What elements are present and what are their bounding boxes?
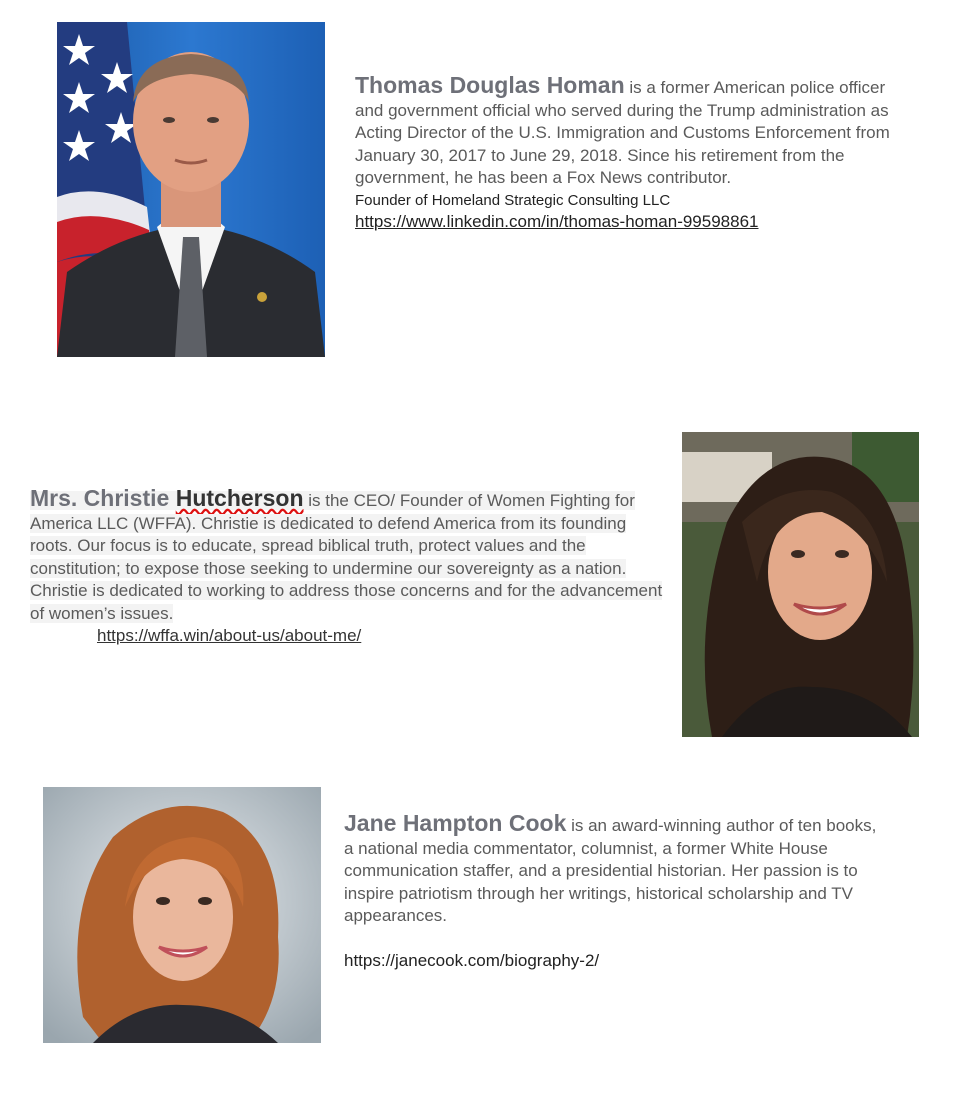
person-name: Mrs. Christie Hutcherson — [30, 485, 304, 511]
person-surname: Hutcherson — [175, 485, 304, 511]
portrait-thomas-homan — [57, 22, 325, 357]
bio-thomas-homan — [355, 74, 915, 233]
bio-text: is the CEO/ Founder of Women Fighting for America LLC (WFFA). Christie is dedicated to defend America from its founding roots. Our focus is to educate, spread biblical truth, protect values and the constitution; to expose those seeking to undermine our sovereignty as a nation. Christie is dedicated to working to address those concerns and for the advancement of women’s issues. — [30, 491, 663, 623]
bio-text: is a former American police officer and government official who served during the Trump administration as Acting Director of the U.S. Immigration and Customs Enforcement from January 30, 2017 to June 29, 2018. Since his retirement from the government, he has been a Fox News contributor. — [355, 78, 890, 187]
linkedin-link[interactable]: https://www.linkedin.com/in/thomas-homan-99598861 — [355, 211, 759, 231]
website-link[interactable]: https://janecook.com/biography-2/ — [344, 950, 600, 970]
bio-christie-hutcherson — [30, 487, 670, 648]
website-link[interactable]: https://wffa.win/about-us/about-me/ — [97, 626, 362, 645]
affiliation-text: Founder of Homeland Strategic Consulting LLC — [355, 191, 671, 209]
portrait-jane-hampton-cook — [43, 787, 321, 1043]
portrait-christie-hutcherson — [682, 432, 919, 737]
bio-jane-hampton-cook — [344, 812, 889, 972]
person-name: Thomas Douglas Homan — [355, 72, 625, 98]
person-name: Jane Hampton Cook — [344, 810, 567, 836]
bio-text: is an award-winning author of ten books, a national media commentator, columnist, a former White House communication staffer, and a presidential historian. Her passion is to inspire patriotism through her writings, historical scholarship and TV appearances. — [344, 816, 877, 925]
